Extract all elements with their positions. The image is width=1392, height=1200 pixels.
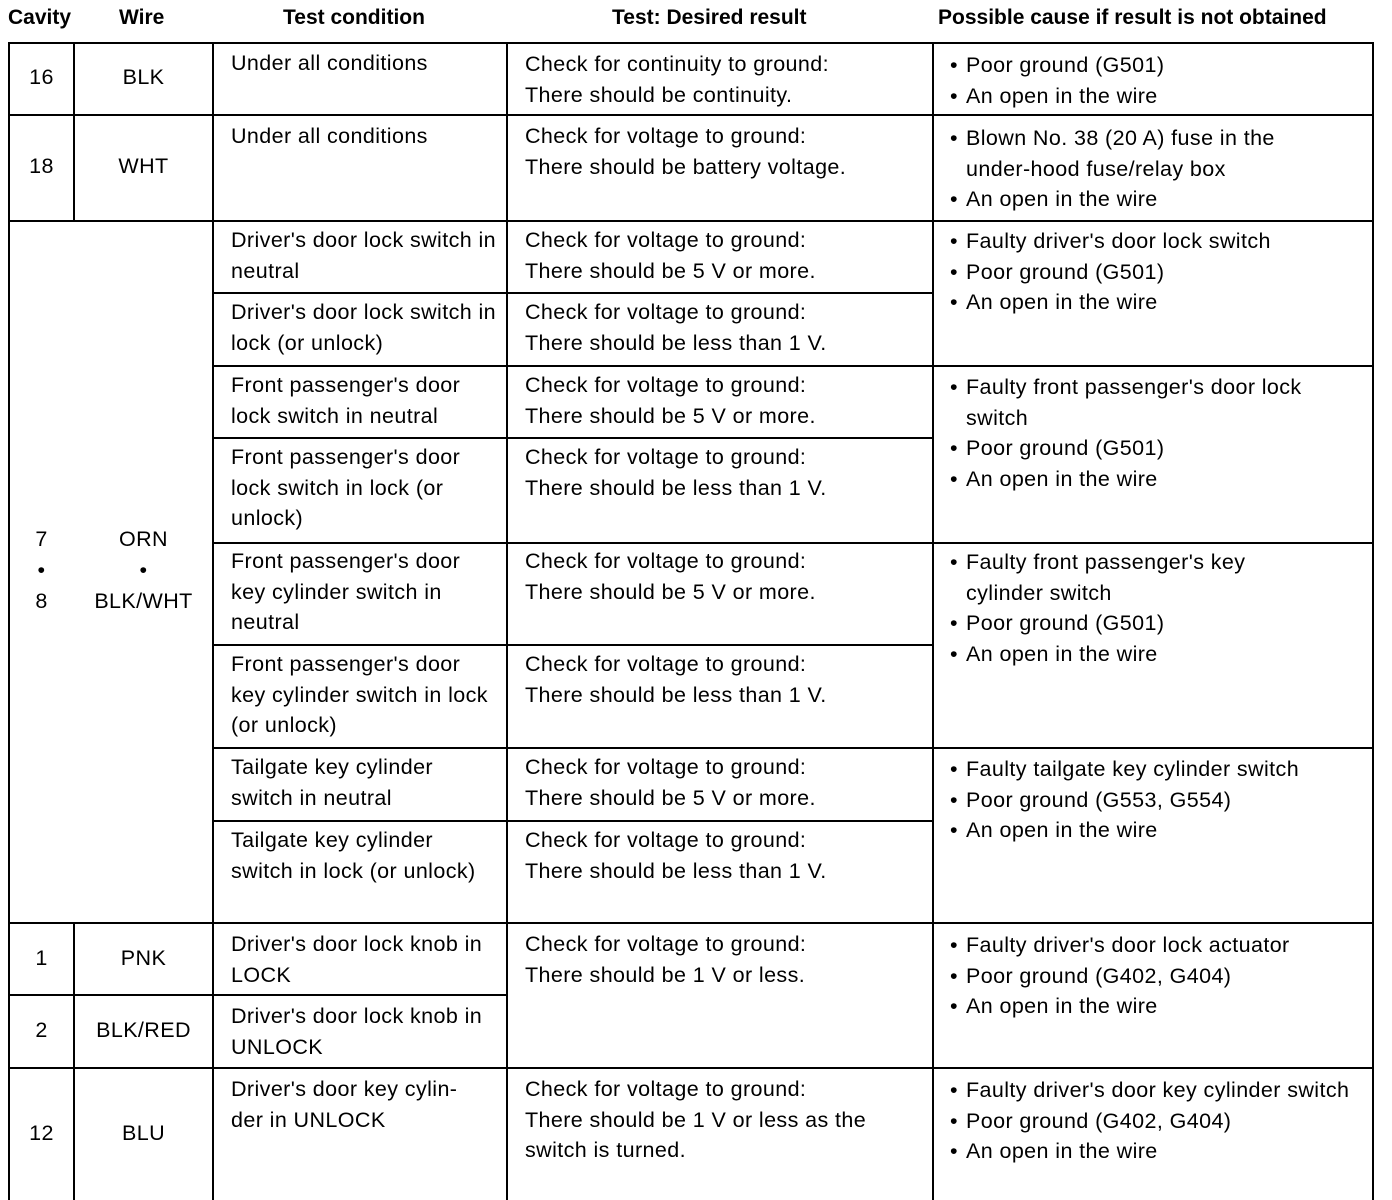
cavity-separator: • <box>37 558 46 582</box>
header-cavity: Cavity <box>8 6 72 29</box>
wire-top: ORN <box>119 527 168 551</box>
wire-cell: BLK <box>122 65 165 89</box>
cause-item: • An open in the wire <box>946 815 1366 846</box>
result-cell: Check for voltage to ground: There should be less than 1 V. <box>525 300 827 355</box>
condition-cell: Tailgate key cylinder switch in neutral <box>231 755 433 810</box>
cause-item: • An open in the wire <box>946 184 1336 215</box>
condition-cell: Driver's door lock knob in UNLOCK <box>231 1004 483 1059</box>
cause-item: • Poor ground (G501) <box>946 50 1366 81</box>
cause-item: • Faulty front passenger's door lock switch <box>946 372 1366 433</box>
cause-item: • Faulty front passenger's key cylinder switch <box>946 547 1306 608</box>
cause-item: • An open in the wire <box>946 639 1306 670</box>
condition-cell: Driver's door lock switch in neutral <box>231 228 497 283</box>
wire-cell: BLK/RED <box>96 1018 191 1042</box>
result-cell: Check for voltage to ground: There should be 5 V or more. <box>525 373 816 428</box>
rule <box>212 437 932 439</box>
rule <box>1372 42 1374 1200</box>
rule <box>212 747 1374 749</box>
cause-item: • Poor ground (G501) <box>946 608 1306 639</box>
result-cell: Check for continuity to ground: There should be continuity. <box>525 52 830 107</box>
header-wire: Wire <box>119 6 165 29</box>
condition-cell: Driver's door lock knob in LOCK <box>231 932 483 987</box>
cause-item: • Poor ground (G501) <box>946 433 1366 464</box>
result-cell: Check for voltage to ground: There should be 5 V or more. <box>525 755 816 810</box>
result-cell: Check for voltage to ground: There should be 1 V or less. <box>525 932 807 987</box>
cause-item: • Faulty driver's door lock switch <box>946 226 1366 257</box>
rule <box>212 292 932 294</box>
cavity-cell: 18 <box>29 154 54 178</box>
rule <box>212 820 932 822</box>
cause-list <box>946 226 1366 318</box>
condition-cell: Driver's door key cylin- der in UNLOCK <box>231 1077 458 1132</box>
condition-cell: Front passenger's door lock switch in lock (or unlock) <box>231 445 461 530</box>
cavity-cell: 2 <box>35 1018 48 1042</box>
rule <box>212 542 1374 544</box>
cause-item: • Poor ground (G501) <box>946 257 1366 288</box>
condition-cell: Front passenger's door key cylinder switch in neutral <box>231 549 461 634</box>
cause-item: • Poor ground (G553, G554) <box>946 785 1366 816</box>
cause-item: • An open in the wire <box>946 991 1366 1022</box>
wire-bottom: BLK/WHT <box>94 589 193 613</box>
cause-item: • Faulty tailgate key cylinder switch <box>946 754 1366 785</box>
result-cell: Check for voltage to ground: There should be 5 V or more. <box>525 228 816 283</box>
rule <box>932 42 934 1200</box>
result-cell: Check for voltage to ground: There should be less than 1 V. <box>525 828 827 883</box>
cavity-cell: 12 <box>29 1121 54 1145</box>
cavity-top: 7 <box>35 527 48 551</box>
rule <box>212 644 932 646</box>
cause-list <box>946 1075 1366 1167</box>
cause-list <box>946 547 1306 669</box>
condition-cell: Under all conditions <box>231 124 428 148</box>
cavity-cell <box>10 524 73 617</box>
cause-list <box>946 754 1366 846</box>
cavity-bottom: 8 <box>35 589 48 613</box>
rule <box>212 365 1374 367</box>
wire-cell <box>75 524 212 617</box>
result-cell: Check for voltage to ground: There should be battery voltage. <box>525 124 847 179</box>
cause-list <box>946 372 1366 494</box>
result-cell: Check for voltage to ground: There should be less than 1 V. <box>525 445 827 500</box>
cause-item: • Faulty driver's door lock actuator <box>946 930 1366 961</box>
condition-cell: Under all conditions <box>231 51 428 75</box>
result-cell: Check for voltage to ground: There should be 1 V or less as the switch is turned. <box>525 1077 867 1162</box>
cause-item: • An open in the wire <box>946 464 1366 495</box>
cause-item: • Blown No. 38 (20 A) fuse in the under-hood fuse/relay box <box>946 123 1336 184</box>
condition-cell: Front passenger's door lock switch in neutral <box>231 373 461 428</box>
cause-list <box>946 50 1366 111</box>
condition-cell: Tailgate key cylinder switch in lock (or unlock) <box>231 828 476 883</box>
condition-cell: Front passenger's door key cylinder switch in lock (or unlock) <box>231 652 488 737</box>
cavity-cell: 1 <box>35 946 48 970</box>
header-test-condition: Test condition <box>283 6 425 29</box>
cause-item: • An open in the wire <box>946 81 1366 112</box>
cavity-cell: 16 <box>29 65 54 89</box>
cause-item: • Poor ground (G402, G404) <box>946 961 1366 992</box>
wire-separator: • <box>139 558 148 582</box>
header-desired-result: Test: Desired result <box>612 6 807 29</box>
result-cell: Check for voltage to ground: There should be 5 V or more. <box>525 549 816 604</box>
wire-cell: WHT <box>118 154 169 178</box>
result-cell: Check for voltage to ground: There should be less than 1 V. <box>525 652 827 707</box>
cause-item: • Poor ground (G402, G404) <box>946 1106 1366 1137</box>
condition-cell: Driver's door lock switch in lock (or unlock) <box>231 300 497 355</box>
cause-list <box>946 123 1336 215</box>
cause-list <box>946 930 1366 1022</box>
wire-cell: PNK <box>120 946 167 970</box>
rule <box>506 42 508 1200</box>
cause-item: • Faulty driver's door key cylinder switch <box>946 1075 1366 1106</box>
rule <box>212 42 214 1200</box>
header-possible-cause: Possible cause if result is not obtained <box>938 6 1327 29</box>
rule <box>8 994 506 996</box>
cause-item: • An open in the wire <box>946 287 1366 318</box>
cause-item: • An open in the wire <box>946 1136 1366 1167</box>
wire-cell: BLU <box>121 1121 166 1145</box>
